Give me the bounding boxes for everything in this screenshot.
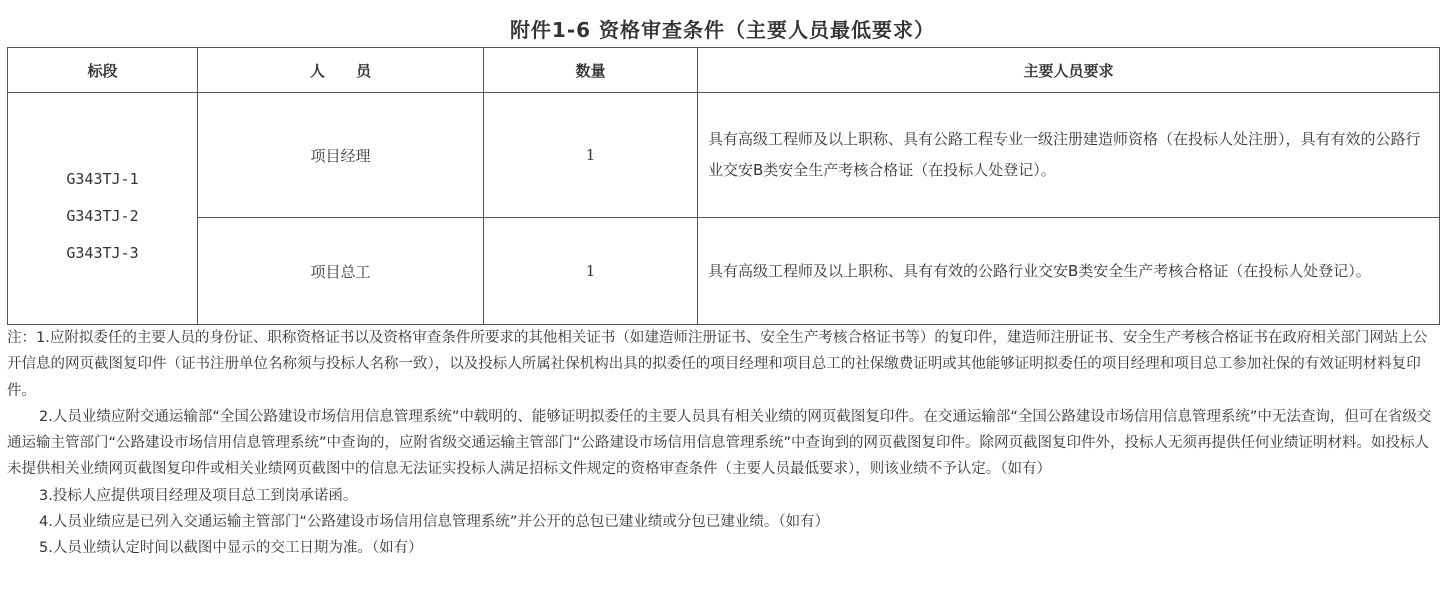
role-cell: 项目总工 (198, 218, 484, 325)
segment-cell (8, 93, 198, 325)
table-header-row (8, 48, 1440, 93)
note-item: 2.人员业绩应附交通运输部“全国公路建设市场信用信息管理系统”中载明的、能够证明拟委任的主要人员具有相关业绩的网页截图复印件。在交通运输部“全国公路建设市场信用信息管理系统”中无法查询，但可在省级交通运输主管部门“公路建设市场信用信息管理系统”中查询的，应附省级交通运输主管部门“公路建设市场信用信息管理系统”中查询到的网页截图复印件。除网页截图复印件外，投标人无须再提供任何业绩证明材料。如投标人未提供相关业绩网页截图复印件或相关业绩网页截图中的信息无法证实投标人满足招标文件规定的资格审查条件（主要人员最低要求），则该业绩不予认定。（如有） (7, 408, 1432, 478)
note-item: 5.人员业绩认定时间以截图中显示的交工日期为准。（如有） (39, 540, 423, 557)
header-requirements: 主要人员要求 (698, 48, 1440, 93)
header-personnel: 人 员 (198, 48, 484, 93)
note-item: 3.投标人应提供项目经理及项目总工到岗承诺函。 (39, 487, 358, 504)
note-item: 注：1.应附拟委任的主要人员的身份证、职称资格证书以及资格审查条件所要求的其他相关证书（如建造师注册证书、安全生产考核合格证书等）的复印件，建造师注册证书、安全生产考核合格证书在政府相关部门网站上公开信息的网页截图复印件（证书注册单位名称须与投标人名称一致），以及投标人所属社保机构出具的拟委任的项目经理和项目总工的社保缴费证明或其他能够证明拟委任的项目经理和项目总工参加社保的有效证明材料复印件。 (7, 330, 1428, 399)
header-count: 数量 (484, 48, 698, 93)
segment-item: G343TJ-3 (66, 244, 139, 262)
table-row (8, 218, 1440, 325)
personnel-requirements-table (7, 47, 1440, 325)
segment-item: G343TJ-2 (66, 207, 139, 225)
requirement-cell: 具有高级工程师及以上职称、具有有效的公路行业交安B类安全生产考核合格证（在投标人处登记）。 (698, 218, 1440, 325)
segment-item: G343TJ-1 (66, 170, 139, 188)
requirement-cell: 具有高级工程师及以上职称、具有公路工程专业一级注册建造师资格（在投标人处注册），具有有效的公路行业交安B类安全生产考核合格证（在投标人处登记）。 (698, 93, 1440, 218)
notes-section (7, 325, 1441, 562)
table-row (8, 93, 1440, 218)
role-cell: 项目经理 (198, 93, 484, 218)
header-segment: 标段 (8, 48, 198, 93)
page-title: 附件1-6 资格审查条件（主要人员最低要求） (509, 18, 936, 42)
note-item: 4.人员业绩应是已列入交通运输主管部门“公路建设市场信用信息管理系统”并公开的总包已建业绩或分包已建业绩。（如有） (39, 514, 830, 531)
count-cell: 1 (484, 218, 698, 325)
count-cell: 1 (484, 93, 698, 218)
